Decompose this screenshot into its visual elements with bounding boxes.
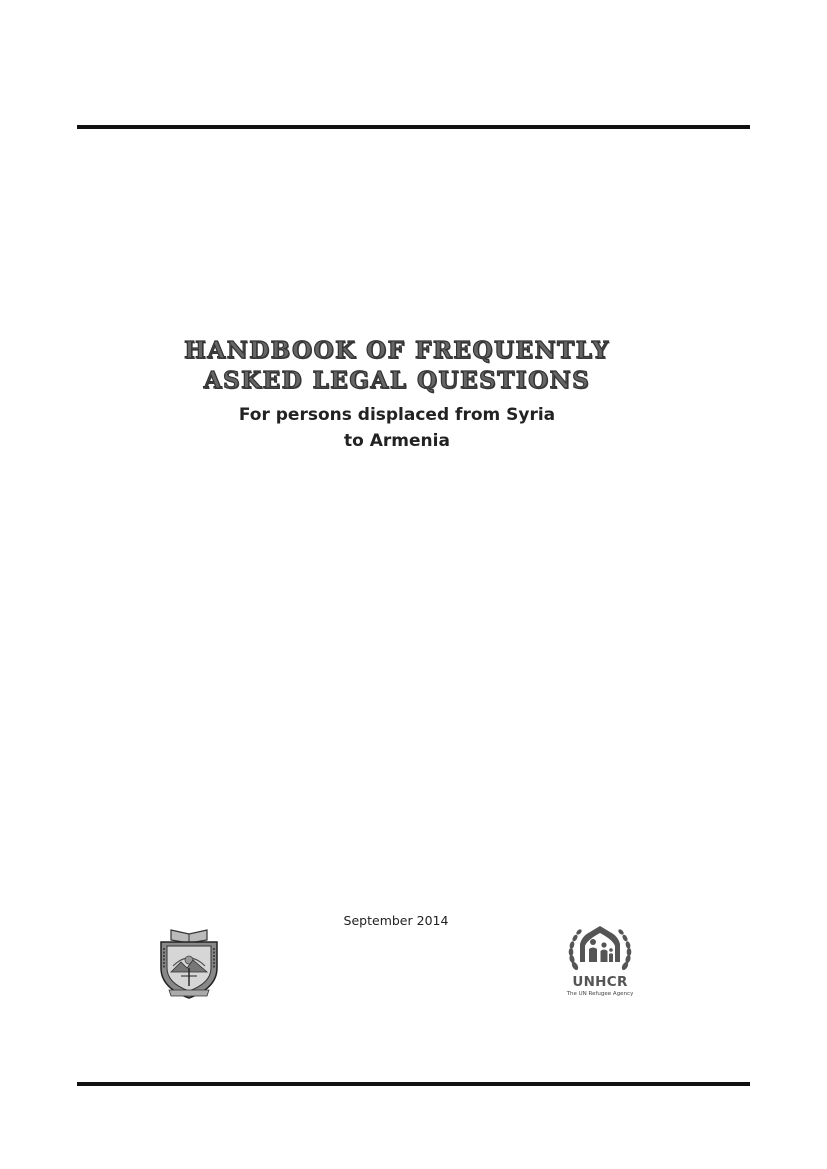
top-rule <box>77 125 750 129</box>
unhcr-emblem-icon <box>560 922 640 974</box>
unhcr-tagline: The UN Refugee Agency <box>566 991 634 997</box>
title-line-2: ASKED LEGAL QUESTIONS <box>203 367 591 394</box>
title-block <box>0 336 794 454</box>
shield-crest-icon <box>157 924 221 1000</box>
publication-date: September 2014 <box>343 913 449 928</box>
title-line-1: HANDBOOK OF FREQUENTLY <box>184 337 610 364</box>
subtitle-line-2: to Armenia <box>344 431 450 451</box>
unhcr-logo <box>560 922 640 1002</box>
subtitle-line-1: For persons displaced from Syria <box>238 405 556 425</box>
unhcr-name: UNHCR <box>572 974 628 990</box>
bottom-rule <box>77 1082 750 1086</box>
subtitle <box>0 402 794 454</box>
